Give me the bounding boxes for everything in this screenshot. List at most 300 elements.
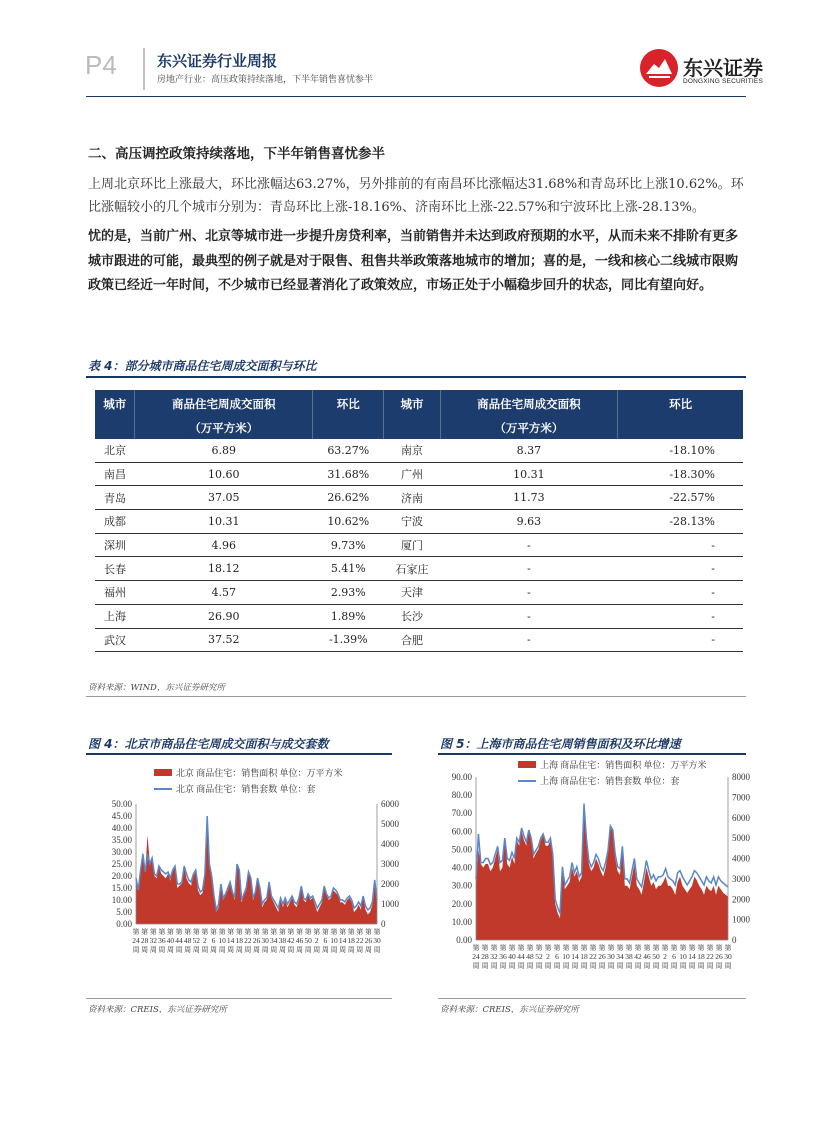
table-header-city-2: 城市 [384, 390, 440, 417]
x-tick-suffix: 周 [356, 946, 364, 954]
table-header-blank [95, 417, 135, 439]
x-tick-suffix: 周 [526, 962, 534, 970]
x-tick-prefix: 第 [356, 928, 364, 936]
logo-text: 东兴证券 [683, 56, 763, 80]
x-tick-prefix: 第 [472, 944, 480, 952]
paragraph-outlook: 忧的是，当前广州、北京等城市进一步提升房贷利率，当前销售并未达到政府预期的水平，从而未来不排阶有更多城市跟进的可能，最典型的例子就是对于限售、租售共举政策落地城市的增加；喜的是，一线和核心二线城市限购政策已经近一年时间，不少城市已经显著消化了政策效应，市场正处于小幅稳步回升的状态，同比有望向好。 [88, 229, 739, 293]
table-row [95, 557, 743, 581]
x-tick-suffix: 周 [218, 946, 226, 954]
x-tick-prefix: 第 [544, 944, 552, 952]
x-tick-suffix: 周 [607, 962, 615, 970]
table-cell: -1.39% [313, 628, 384, 652]
legend-label: 上海 商品住宅：销售套数 单位：套 [540, 776, 680, 786]
y-left-tick-label: 90.00 [451, 772, 472, 782]
x-tick-prefix: 第 [697, 944, 705, 952]
y-left-tick-label: 15.00 [111, 883, 132, 893]
x-tick-prefix: 第 [508, 944, 516, 952]
table-cell: 26.90 [135, 604, 313, 628]
table-cell: 31.68% [313, 462, 384, 486]
x-tick-suffix: 周 [339, 946, 347, 954]
x-tick-label: 50 [652, 952, 660, 961]
y-right-tick-label: 5000 [381, 819, 399, 829]
x-tick-label: 6 [211, 936, 216, 945]
x-tick-suffix: 周 [201, 946, 209, 954]
x-tick-label: 36 [499, 952, 507, 961]
table-header-blank [313, 417, 384, 439]
x-tick-suffix: 周 [481, 962, 489, 970]
x-tick-label: 6 [323, 936, 328, 945]
x-tick-suffix: 周 [724, 962, 732, 970]
x-tick-suffix: 周 [643, 962, 651, 970]
x-tick-prefix: 第 [201, 928, 209, 936]
table-header-unit-2: （万平方米） [440, 417, 618, 439]
x-tick-suffix: 周 [679, 962, 687, 970]
y-left-tick-label: 50.00 [451, 844, 472, 855]
x-tick-label: 18 [580, 952, 588, 961]
y-right-tick-label: 3000 [381, 859, 399, 869]
x-tick-label: 40 [166, 936, 175, 945]
x-tick-suffix: 周 [227, 946, 235, 954]
x-tick-label: 26 [252, 936, 261, 945]
x-tick-suffix: 周 [287, 946, 295, 954]
x-tick-suffix: 周 [270, 946, 278, 954]
x-tick-suffix: 周 [321, 946, 329, 954]
x-tick-label: 6 [672, 952, 676, 961]
x-tick-suffix: 周 [652, 962, 660, 970]
table-header-blank [618, 417, 743, 439]
x-tick-suffix: 周 [544, 962, 552, 970]
x-tick-suffix: 周 [517, 962, 525, 970]
x-tick-prefix: 第 [339, 928, 347, 936]
table-cell: -18.30% [618, 462, 743, 486]
x-tick-prefix: 第 [616, 944, 624, 952]
x-tick-prefix: 第 [499, 944, 507, 952]
table-cell: 厦门 [384, 533, 440, 557]
y-left-tick-label: 0.00 [456, 935, 472, 945]
x-tick-label: 42 [287, 936, 295, 945]
table-cell: 37.52 [135, 628, 313, 652]
table-cell: 福州 [95, 581, 135, 605]
x-tick-prefix: 第 [679, 944, 687, 952]
table-cell: -28.13% [618, 510, 743, 534]
x-tick-label: 48 [183, 936, 192, 945]
x-tick-suffix: 周 [625, 962, 633, 970]
x-tick-label: 52 [192, 936, 200, 945]
table-cell: -18.10% [618, 439, 743, 462]
x-tick-prefix: 第 [652, 944, 660, 952]
x-tick-prefix: 第 [296, 928, 304, 936]
y-left-tick-label: 20.00 [451, 898, 472, 909]
x-tick-label: 28 [481, 952, 489, 961]
figure4-title-rule [86, 753, 392, 755]
x-tick-suffix: 周 [499, 962, 507, 970]
table-cell: 18.12 [135, 557, 313, 581]
report-title: 东兴证券行业周报 [157, 52, 278, 70]
y-right-tick-label: 6000 [381, 799, 399, 809]
x-tick-suffix: 周 [141, 946, 149, 954]
table-cell: 4.96 [135, 533, 313, 557]
table-cell: - [618, 581, 743, 605]
report-subtitle: 房地产行业：高压政策持续落地，下半年销售喜忧参半 [157, 75, 374, 85]
y-right-tick-label: 0 [732, 935, 737, 945]
x-tick-suffix: 周 [688, 962, 696, 970]
x-tick-label: 30 [724, 952, 732, 961]
table-header-mom-2: 环比 [618, 390, 743, 417]
y-left-tick-label: 20.00 [111, 871, 132, 881]
header-divider [143, 48, 145, 90]
x-tick-prefix: 第 [490, 944, 498, 952]
x-tick-prefix: 第 [244, 928, 252, 936]
legend-label: 北京 商品住宅：销售面积 单位：万平方米 [176, 768, 343, 778]
x-tick-label: 26 [598, 952, 606, 961]
y-right-tick-label: 0 [381, 919, 386, 929]
x-tick-prefix: 第 [481, 944, 489, 952]
x-tick-prefix: 第 [607, 944, 615, 952]
table-cell: 9.73% [313, 533, 384, 557]
table-row [95, 533, 743, 557]
table-row [95, 581, 743, 605]
table-cell: 37.05 [135, 486, 313, 510]
x-tick-label: 46 [295, 936, 304, 945]
x-tick-label: 18 [347, 936, 355, 945]
x-tick-suffix: 周 [192, 946, 200, 954]
x-tick-label: 18 [697, 952, 705, 961]
x-tick-label: 22 [706, 952, 714, 961]
y-right-tick-label: 3000 [732, 873, 750, 884]
logo-subtext: DONGXING SECURITIES [683, 78, 764, 85]
x-tick-label: 14 [688, 952, 696, 961]
table-header-area-2: 商品住宅周成交面积 [440, 390, 618, 417]
table-cell: - [440, 533, 618, 557]
x-tick-prefix: 第 [149, 928, 157, 936]
x-tick-label: 32 [149, 936, 157, 945]
y-right-tick-label: 1000 [381, 899, 399, 909]
header-rule [86, 96, 746, 97]
x-tick-prefix: 第 [192, 928, 200, 936]
table-cell: 11.73 [440, 486, 618, 510]
table-cell: - [618, 557, 743, 581]
x-tick-label: 6 [555, 952, 559, 961]
x-tick-suffix: 周 [261, 946, 269, 954]
x-tick-suffix: 周 [553, 962, 561, 970]
beijing-sales-chart [86, 758, 399, 996]
x-tick-prefix: 第 [706, 944, 714, 952]
x-tick-prefix: 第 [261, 928, 269, 936]
table-cell: -22.57% [618, 486, 743, 510]
table-cell: 北京 [95, 439, 135, 462]
x-tick-suffix: 周 [347, 946, 355, 954]
table-cell: 10.60 [135, 462, 313, 486]
x-tick-label: 10 [330, 936, 338, 945]
x-tick-label: 34 [269, 936, 278, 945]
x-tick-suffix: 周 [508, 962, 516, 970]
x-tick-label: 2 [663, 952, 667, 961]
y-left-tick-label: 0.00 [116, 919, 132, 929]
table-header-area: 商品住宅周成交面积 [135, 390, 313, 417]
x-tick-label: 2 [546, 952, 550, 961]
table-cell: 9.63 [440, 510, 618, 534]
x-tick-prefix: 第 [670, 944, 678, 952]
table-cell: 26.62% [313, 486, 384, 510]
x-tick-suffix: 周 [373, 946, 381, 954]
y-left-tick-label: 40.00 [451, 862, 472, 873]
x-tick-prefix: 第 [364, 928, 372, 936]
y-right-tick-label: 6000 [732, 812, 750, 823]
x-tick-suffix: 周 [235, 946, 243, 954]
figure5-title: 图 5：上海市商品住宅周销售面积及环比增速 [440, 737, 681, 751]
table-cell: 天津 [384, 581, 440, 605]
table-cell: 武汉 [95, 628, 135, 652]
x-tick-label: 22 [589, 952, 597, 961]
x-tick-label: 26 [364, 936, 373, 945]
table-cell: - [440, 604, 618, 628]
x-tick-label: 22 [244, 936, 252, 945]
table-cell: - [618, 533, 743, 557]
table-cell: 广州 [384, 462, 440, 486]
y-left-tick-label: 30.00 [451, 880, 472, 891]
y-right-tick-label: 5000 [732, 833, 750, 844]
x-tick-suffix: 周 [330, 946, 338, 954]
figure5-bottom-rule [438, 998, 746, 999]
x-tick-label: 44 [175, 936, 183, 945]
table-bottom-rule [86, 696, 746, 697]
x-tick-prefix: 第 [253, 928, 260, 936]
y-right-tick-label: 1000 [732, 914, 750, 925]
x-tick-label: 52 [535, 952, 543, 961]
x-tick-prefix: 第 [166, 928, 174, 936]
table-row [95, 628, 743, 652]
table-cell: 4.57 [135, 581, 313, 605]
x-tick-suffix: 周 [184, 946, 192, 954]
table-cell: 南昌 [95, 462, 135, 486]
figure4-bottom-rule [86, 998, 392, 999]
x-tick-suffix: 周 [244, 946, 252, 954]
table-row [95, 462, 743, 486]
x-tick-prefix: 第 [313, 928, 321, 936]
table-cell: - [440, 628, 618, 652]
x-tick-label: 44 [517, 952, 525, 961]
y-left-tick-label: 10.00 [111, 895, 132, 905]
x-tick-suffix: 周 [697, 962, 705, 970]
x-tick-suffix: 周 [589, 962, 597, 970]
x-tick-suffix: 周 [598, 962, 606, 970]
y-left-tick-label: 10.00 [451, 916, 472, 927]
x-tick-prefix: 第 [625, 944, 633, 952]
table-cell: 10.31 [440, 462, 618, 486]
x-tick-label: 50 [304, 936, 312, 945]
x-tick-label: 10 [562, 952, 570, 961]
x-tick-suffix: 周 [296, 946, 304, 954]
legend-label: 上海 商品住宅：销售面积 单位：万平方米 [540, 760, 707, 770]
table-cell: 6.89 [135, 439, 313, 462]
table-title-rule [86, 376, 746, 378]
x-tick-label: 22 [356, 936, 364, 945]
x-tick-prefix: 第 [598, 944, 606, 952]
x-tick-label: 48 [526, 952, 534, 961]
table-cell: 长春 [95, 557, 135, 581]
table-cell: 石家庄 [384, 557, 440, 581]
y-right-tick-label: 4000 [381, 839, 399, 849]
y-left-tick-label: 25.00 [111, 859, 132, 869]
x-tick-label: 38 [625, 952, 633, 961]
y-right-tick-label: 8000 [732, 772, 750, 782]
table-cell: 成都 [95, 510, 135, 534]
x-tick-suffix: 周 [132, 946, 140, 954]
x-tick-label: 46 [643, 952, 651, 961]
x-tick-prefix: 第 [517, 944, 525, 952]
x-tick-prefix: 第 [278, 928, 286, 936]
figure5-source: 资料来源：CREIS，东兴证券研究所 [440, 1005, 579, 1015]
y-right-tick-label: 2000 [732, 894, 750, 905]
x-tick-label: 24 [472, 952, 480, 961]
table-cell: - [618, 604, 743, 628]
x-tick-label: 36 [158, 936, 166, 945]
x-tick-prefix: 第 [235, 928, 243, 936]
x-tick-label: 30 [607, 952, 615, 961]
table-cell: 长沙 [384, 604, 440, 628]
x-tick-suffix: 周 [580, 962, 588, 970]
legend-swatch-area [154, 769, 172, 776]
x-tick-suffix: 周 [562, 962, 570, 970]
figure4-source: 资料来源：CREIS，东兴证券研究所 [88, 1005, 227, 1015]
x-tick-suffix: 周 [661, 962, 669, 970]
x-tick-prefix: 第 [724, 944, 732, 952]
x-tick-label: 14 [226, 936, 235, 945]
table-cell: 深圳 [95, 533, 135, 557]
x-tick-prefix: 第 [287, 928, 295, 936]
figure4-title: 图 4：北京市商品住宅周成交面积与成交套数 [88, 737, 329, 751]
x-tick-suffix: 周 [158, 946, 166, 954]
x-tick-suffix: 周 [670, 962, 678, 970]
x-tick-label: 14 [338, 936, 347, 945]
x-tick-prefix: 第 [589, 944, 597, 952]
x-tick-suffix: 周 [364, 946, 372, 954]
x-tick-label: 26 [715, 952, 723, 961]
x-tick-suffix: 周 [490, 962, 498, 970]
table-header-mom: 环比 [313, 390, 384, 417]
paragraph-weekly-summary: 上周北京环比上涨最大，环比涨幅达63.27%，另外排前的有南昌环比涨幅达31.68%和青岛环比上涨10.62%。环比涨幅较小的几个城市分别为：青岛环比上涨-18.16%、济南环比上涨-22.57%和宁波环比上涨-28.13%。 [88, 177, 744, 215]
x-tick-prefix: 第 [270, 928, 278, 936]
table-cell: - [440, 557, 618, 581]
x-tick-suffix: 周 [535, 962, 543, 970]
y-left-tick-label: 50.00 [111, 799, 132, 809]
x-tick-prefix: 第 [553, 944, 561, 952]
legend-label: 北京 商品住宅：销售套数 单位：套 [176, 784, 316, 794]
x-tick-label: 10 [679, 952, 687, 961]
x-tick-prefix: 第 [321, 928, 329, 936]
x-tick-label: 24 [132, 936, 140, 945]
table-cell: 宁波 [384, 510, 440, 534]
x-tick-label: 28 [140, 936, 149, 945]
table-cell: 合肥 [384, 628, 440, 652]
x-tick-label: 14 [571, 952, 579, 961]
table-cell: - [618, 628, 743, 652]
y-right-tick-label: 7000 [732, 792, 750, 803]
table-cell: 济南 [384, 486, 440, 510]
x-tick-label: 18 [235, 936, 244, 945]
table-cell: 南京 [384, 439, 440, 462]
x-tick-prefix: 第 [373, 928, 381, 936]
table-source: 资料来源：WIND，东兴证券研究所 [88, 683, 225, 693]
x-tick-label: 30 [373, 936, 381, 945]
x-tick-prefix: 第 [209, 928, 217, 936]
x-tick-prefix: 第 [715, 944, 723, 952]
table-cell: 1.89% [313, 604, 384, 628]
x-tick-prefix: 第 [580, 944, 588, 952]
table-header-unit: （万平方米） [135, 417, 313, 439]
x-tick-prefix: 第 [562, 944, 570, 952]
table-header-city: 城市 [95, 390, 135, 417]
table-row [95, 439, 743, 462]
x-tick-prefix: 第 [218, 928, 226, 936]
figure5-title-rule [438, 753, 746, 755]
x-tick-prefix: 第 [661, 944, 669, 952]
x-tick-label: 40 [508, 952, 516, 961]
area-series [476, 804, 728, 940]
x-tick-suffix: 周 [149, 946, 157, 954]
x-tick-prefix: 第 [347, 928, 355, 936]
x-tick-label: 2 [202, 936, 207, 945]
x-tick-prefix: 第 [141, 928, 149, 936]
x-tick-prefix: 第 [227, 928, 235, 936]
x-tick-suffix: 周 [209, 946, 217, 954]
x-tick-suffix: 周 [715, 962, 723, 970]
x-tick-suffix: 周 [571, 962, 579, 970]
x-tick-label: 42 [634, 952, 642, 961]
x-tick-label: 32 [490, 952, 498, 961]
y-left-tick-label: 5.00 [116, 907, 132, 917]
x-tick-prefix: 第 [571, 944, 579, 952]
y-left-tick-label: 35.00 [111, 835, 132, 845]
section-heading: 二、高压调控政策持续落地，下半年销售喜忧参半 [88, 146, 385, 162]
x-tick-prefix: 第 [643, 944, 651, 952]
x-tick-suffix: 周 [253, 946, 260, 954]
x-tick-suffix: 周 [472, 962, 480, 970]
x-tick-suffix: 周 [313, 946, 321, 954]
city-sales-table [95, 390, 743, 652]
table-row [95, 604, 743, 628]
x-tick-suffix: 周 [616, 962, 624, 970]
table-row [95, 486, 743, 510]
x-tick-prefix: 第 [535, 944, 543, 952]
table-cell: 8.37 [440, 439, 618, 462]
y-left-tick-label: 40.00 [111, 823, 132, 833]
table-cell: - [440, 581, 618, 605]
table-row [95, 510, 743, 534]
x-tick-suffix: 周 [166, 946, 174, 954]
x-tick-prefix: 第 [132, 928, 140, 936]
table-cell: 上海 [95, 604, 135, 628]
table-cell: 5.41% [313, 557, 384, 581]
x-tick-prefix: 第 [304, 928, 312, 936]
table-cell: 2.93% [313, 581, 384, 605]
x-tick-label: 10 [218, 936, 226, 945]
table-cell: 10.62% [313, 510, 384, 534]
legend-swatch-area [518, 761, 536, 768]
x-tick-prefix: 第 [158, 928, 166, 936]
x-tick-suffix: 周 [278, 946, 286, 954]
x-tick-suffix: 周 [634, 962, 642, 970]
x-tick-prefix: 第 [634, 944, 642, 952]
x-tick-prefix: 第 [184, 928, 192, 936]
y-left-tick-label: 60.00 [451, 826, 472, 837]
shanghai-sales-chart [438, 758, 750, 996]
x-tick-label: 30 [261, 936, 269, 945]
table-cell: 63.27% [313, 439, 384, 462]
y-left-tick-label: 70.00 [451, 808, 472, 819]
x-tick-label: 38 [278, 936, 287, 945]
y-left-tick-label: 80.00 [451, 790, 472, 801]
